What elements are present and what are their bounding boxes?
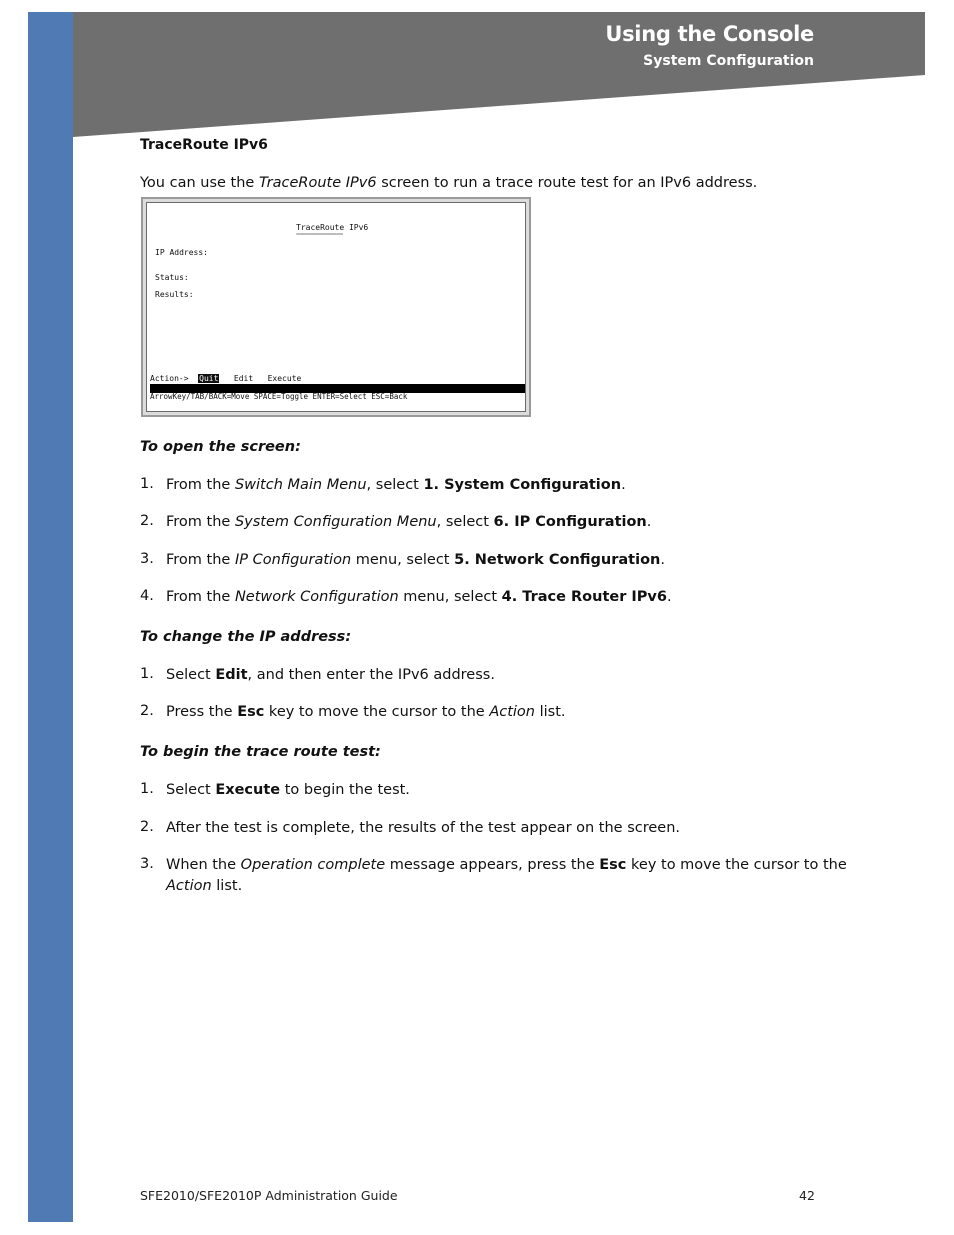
trace-step-3-num: 3.: [140, 856, 154, 872]
step-text: From the: [166, 477, 235, 493]
console-action-execute: Execute: [267, 374, 302, 383]
step-strong: 5. Network Configuration: [454, 552, 661, 568]
change-step-1-num: 1.: [140, 666, 154, 682]
change-step-1: [166, 665, 495, 686]
step-text: .: [660, 552, 665, 568]
step-em: Operation complete: [240, 857, 386, 873]
console-action-row: [150, 374, 301, 383]
console-title-underline: ===============: [296, 231, 343, 238]
step-text: list.: [211, 878, 243, 894]
step-text: message appears, press the: [385, 857, 600, 873]
console-action-edit: Edit: [233, 374, 254, 383]
trace-test-heading: To begin the trace route test:: [140, 744, 381, 760]
intro-text-a: You can use the: [140, 175, 259, 191]
intro-text-b: screen to run a trace route test for an IPv6 address.: [376, 175, 758, 191]
console-results-label: Results:: [155, 290, 194, 299]
trace-step-3-continued: [166, 876, 242, 897]
step-text: After the test is complete, the results of the test appear on the screen.: [166, 820, 681, 836]
step-strong: Esc: [599, 857, 627, 873]
open-step-3-num: 3.: [140, 551, 154, 567]
console-screenshot: [141, 197, 531, 417]
step-text: , select: [436, 514, 494, 530]
console-action-label: Action->: [150, 374, 189, 383]
footer-guide-title: SFE2010/SFE2010P Administration Guide: [140, 1188, 398, 1203]
step-text: From the: [166, 552, 235, 568]
open-step-2-num: 2.: [140, 513, 154, 529]
step-em: Action: [166, 878, 212, 894]
open-screen-heading: To open the screen:: [140, 439, 301, 455]
footer-page-number: 42: [799, 1188, 815, 1203]
step-text: .: [621, 477, 626, 493]
header-subtitle: System Configuration: [643, 53, 814, 69]
open-step-1-num: 1.: [140, 476, 154, 492]
step-text: .: [646, 514, 652, 530]
step-text: menu, select: [351, 552, 455, 568]
step-text: When the: [166, 857, 241, 873]
left-color-bar: [28, 12, 73, 1222]
open-step-1: [166, 475, 626, 496]
step-em: IP Configuration: [234, 552, 352, 568]
step-text: , select: [366, 477, 424, 493]
step-text: to begin the test.: [280, 782, 410, 798]
intro-text-em: TraceRoute IPv6: [258, 175, 377, 191]
console-keys-help: ArrowKey/TAB/BACK=Move SPACE=Toggle ENTER=Select ESC=Back: [150, 392, 408, 401]
step-em: Action: [489, 704, 535, 720]
step-text: Press the: [166, 704, 238, 720]
header-title: Using the Console: [605, 22, 814, 46]
step-strong: 4. Trace Router IPv6: [501, 589, 667, 605]
change-ip-heading: To change the IP address:: [140, 629, 352, 645]
step-text: From the: [166, 589, 235, 605]
open-step-2: [166, 512, 651, 533]
step-text: , and then enter the IPv6 address.: [247, 667, 495, 683]
step-text: From the: [166, 514, 235, 530]
step-strong: Esc: [237, 704, 265, 720]
step-strong: 6. IP Configuration: [493, 514, 647, 530]
console-status-label: Status:: [155, 273, 189, 282]
change-step-2-num: 2.: [140, 703, 154, 719]
trace-step-2: [166, 818, 680, 839]
trace-step-3: [166, 855, 847, 876]
change-step-2: [166, 702, 566, 723]
step-text: list.: [534, 704, 566, 720]
section-title: TraceRoute IPv6: [140, 137, 268, 153]
step-text: .: [666, 589, 672, 605]
console-action-quit: Quit: [199, 374, 219, 383]
step-text: key to move the cursor to the: [264, 704, 490, 720]
trace-step-1-num: 1.: [140, 781, 154, 797]
step-text: Select: [166, 667, 216, 683]
step-em: Network Configuration: [234, 589, 399, 605]
intro-paragraph: [140, 173, 757, 194]
step-text: menu, select: [398, 589, 502, 605]
step-text: Select: [166, 782, 216, 798]
open-step-4-num: 4.: [140, 588, 154, 604]
step-em: System Configuration Menu: [234, 514, 437, 530]
console-ip-label: IP Address:: [155, 248, 208, 257]
open-step-3: [166, 550, 665, 571]
step-strong: Edit: [215, 667, 248, 683]
trace-step-1: [166, 780, 410, 801]
step-strong: 1. System Configuration: [423, 477, 622, 493]
console-screen: [146, 202, 526, 412]
open-step-4: [166, 587, 672, 608]
step-strong: Execute: [215, 782, 281, 798]
trace-step-2-num: 2.: [140, 819, 154, 835]
console-title: TraceRoute IPv6: [296, 223, 369, 232]
step-em: Switch Main Menu: [234, 477, 367, 493]
step-text: key to move the cursor to the: [626, 857, 847, 873]
